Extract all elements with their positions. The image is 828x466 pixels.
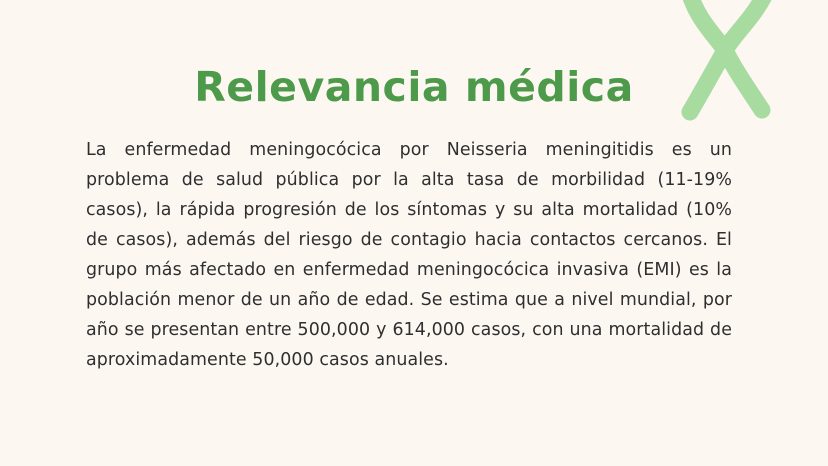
body-paragraph: La enfermedad meningocócica por Neisseria meningitidis es un problema de salud pública por la alta tasa de morbilidad (11-19% casos), la rápida progresión de los síntomas y su alta mortalidad (10% de casos), además del riesgo de contagio hacia contactos cercanos. El grupo más afectado en enfermedad meningocócica invasiva (EMI) es la población menor de un año de edad. Se estima que a nivel mundial, por año se presentan entre 500,000 y 614,000 casos, con una mortalidad de aproximadamente 50,000 casos anuales. [86, 140, 732, 371]
page-title: Relevancia médica [194, 63, 634, 112]
